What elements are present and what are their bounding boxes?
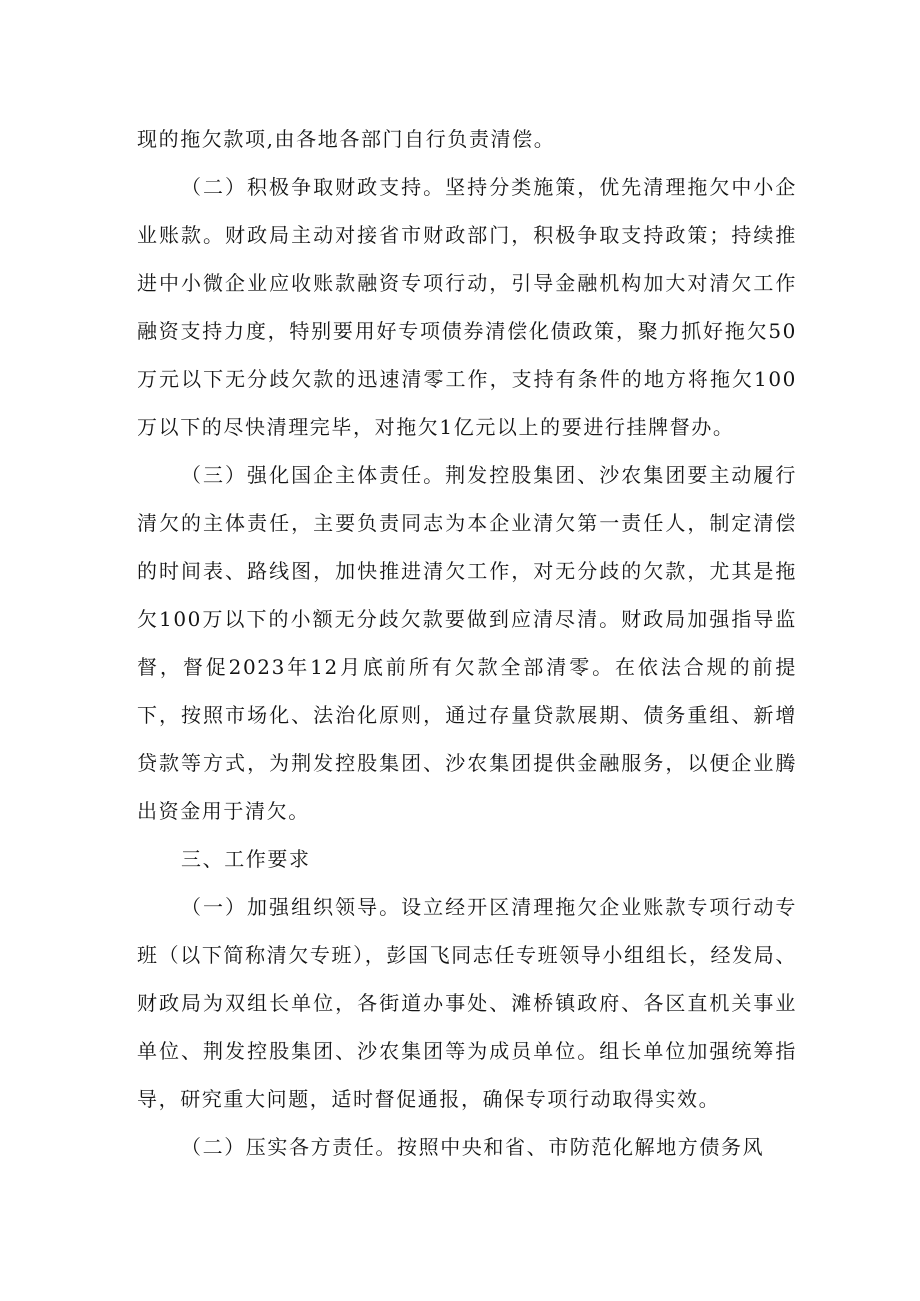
- section-heading-work-requirements: 三、工作要求: [181, 847, 311, 871]
- paragraph-soe-responsibility: （三）强化国企主体责任。荆发控股集团、沙农集团要主动履行清欠的主体责任，主要负责同志为本企业清欠第一责任人，制定清偿的时间表、路线图，加快推进清欠工作，对无分歧的欠款，尤其是拖欠100万以下的小额无分歧欠款要做到应清尽清。财政局加强指导监督，督促2023年12月底前所有欠款全部清零。在依法合规的前提下，按照市场化、法治化原则，通过存量贷款展期、债务重组、新增贷款等方式，为荆发控股集团、沙农集团提供金融服务，以便企业腾出资金用于清欠。: [137, 463, 797, 823]
- paragraph-continuation: 现的拖欠款项,由各地各部门自行负责清偿。: [137, 127, 556, 151]
- paragraph-responsibilities: （二）压实各方责任。按照中央和省、市防范化解地方债务风: [181, 1135, 765, 1159]
- paragraph-organization-leadership: （一）加强组织领导。设立经开区清理拖欠企业账款专项行动专班（以下简称清欠专班），彭国飞同志任专班领导小组组长，经发局、财政局为双组长单位，各街道办事处、滩桥镇政府、各区直机关事业单位、荆发控股集团、沙农集团等为成员单位。组长单位加强统筹指导，研究重大问题，适时督促通报，确保专项行动取得实效。: [137, 895, 797, 1111]
- paragraph-fiscal-support: （二）积极争取财政支持。坚持分类施策，优先清理拖欠中小企业账款。财政局主动对接省市财政部门，积极争取支持政策；持续推进中小微企业应收账款融资专项行动，引导金融机构加大对清欠工作融资支持力度，特别要用好专项债券清偿化债政策，聚力抓好拖欠50万元以下无分歧欠款的迅速清零工作，支持有条件的地方将拖欠100万以下的尽快清理完毕，对拖欠1亿元以上的要进行挂牌督办。: [137, 175, 797, 439]
